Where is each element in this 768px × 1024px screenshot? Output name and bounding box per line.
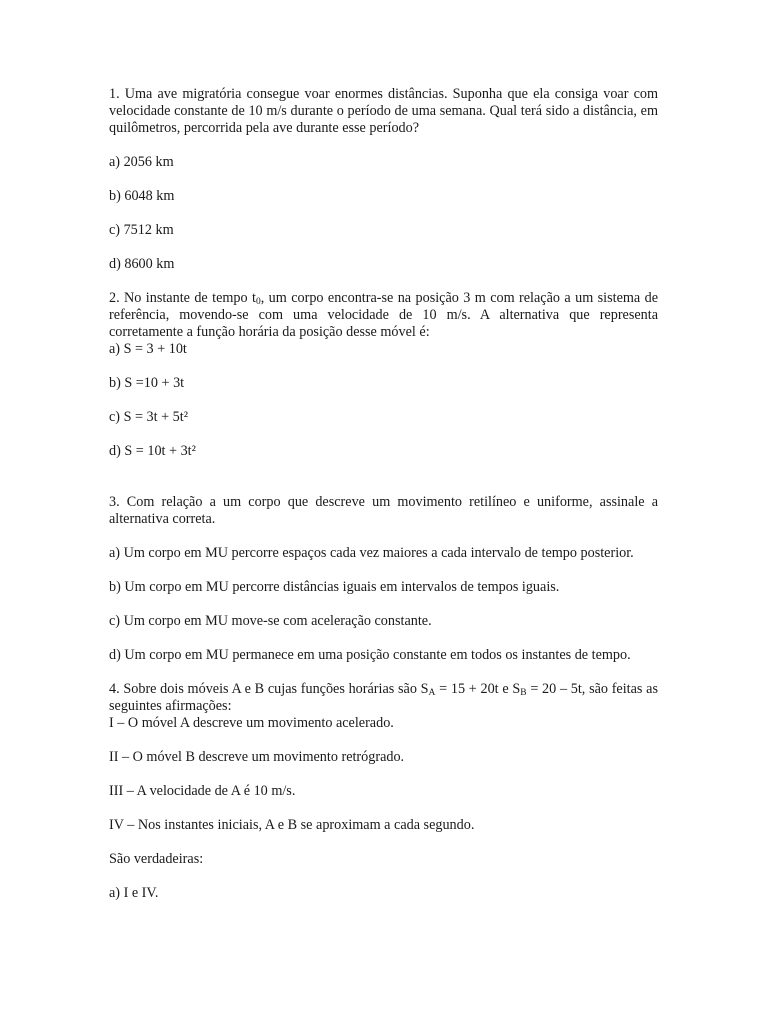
question-2-text-start: 2. No instante de tempo t bbox=[109, 290, 256, 306]
question-1-option-b: b) 6048 km bbox=[109, 188, 175, 204]
question-4-subscript-b: B bbox=[520, 688, 527, 698]
question-3-option-a: a) Um corpo em MU percorre espaços cada vez maiores a cada intervalo de tempo posterior. bbox=[109, 545, 634, 561]
question-4-option-a: a) I e IV. bbox=[109, 885, 159, 901]
question-2-option-d: d) S = 10t + 3t² bbox=[109, 443, 196, 459]
question-2-text bbox=[109, 290, 658, 341]
question-4-statement-1: I – O móvel A descreve um movimento acelerado. bbox=[109, 715, 394, 731]
question-2-subscript: 0 bbox=[255, 297, 261, 307]
question-3-option-b: b) Um corpo em MU percorre distâncias iguais em intervalos de tempos iguais. bbox=[109, 579, 560, 595]
question-4-statement-2: II – O móvel B descreve um movimento retrógrado. bbox=[109, 749, 405, 765]
document-page bbox=[109, 86, 658, 902]
question-2-text-end: , um corpo encontra-se na posição 3 m com relação a um sistema de referência, movendo-se com uma velocidade de 10 m/s. A alternativa que representa corretamente a função horária da posição desse móvel é: bbox=[109, 290, 658, 340]
question-4-text-part2: = 15 + 20t e S bbox=[435, 681, 521, 697]
question-4-prompt: São verdadeiras: bbox=[109, 851, 204, 867]
question-3-option-c: c) Um corpo em MU move-se com aceleração constante. bbox=[109, 613, 432, 629]
question-4-statement-3: III – A velocidade de A é 10 m/s. bbox=[109, 783, 296, 799]
question-1-text: 1. Uma ave migratória consegue voar enormes distâncias. Suponha que ela consiga voar com velocidade constante de 10 m/s durante o período de uma semana. Qual terá sido a distância, em quilômetros, percorrida pela ave durante esse período? bbox=[109, 86, 658, 136]
question-4-text-part1: 4. Sobre dois móveis A e B cujas funções horárias são S bbox=[109, 681, 429, 697]
question-4-text-part3: = 20 – 5t, são feitas as seguintes afirmações: bbox=[109, 681, 658, 714]
question-2-option-c: c) S = 3t + 5t² bbox=[109, 409, 188, 425]
question-3-text: 3. Com relação a um corpo que descreve um movimento retilíneo e uniforme, assinale a alternativa correta. bbox=[109, 494, 658, 527]
question-1-option-d: d) 8600 km bbox=[109, 256, 175, 272]
question-1-option-c: c) 7512 km bbox=[109, 222, 174, 238]
question-2-option-b: b) S =10 + 3t bbox=[109, 375, 185, 391]
question-4-subscript-a: A bbox=[428, 688, 436, 698]
question-3-option-d: d) Um corpo em MU permanece em uma posição constante em todos os instantes de tempo. bbox=[109, 647, 631, 663]
question-4-statement-4: IV – Nos instantes iniciais, A e B se aproximam a cada segundo. bbox=[109, 817, 475, 833]
question-2-option-a: a) S = 3 + 10t bbox=[109, 341, 187, 357]
question-4-text bbox=[109, 681, 658, 715]
question-1-option-a: a) 2056 km bbox=[109, 154, 174, 170]
